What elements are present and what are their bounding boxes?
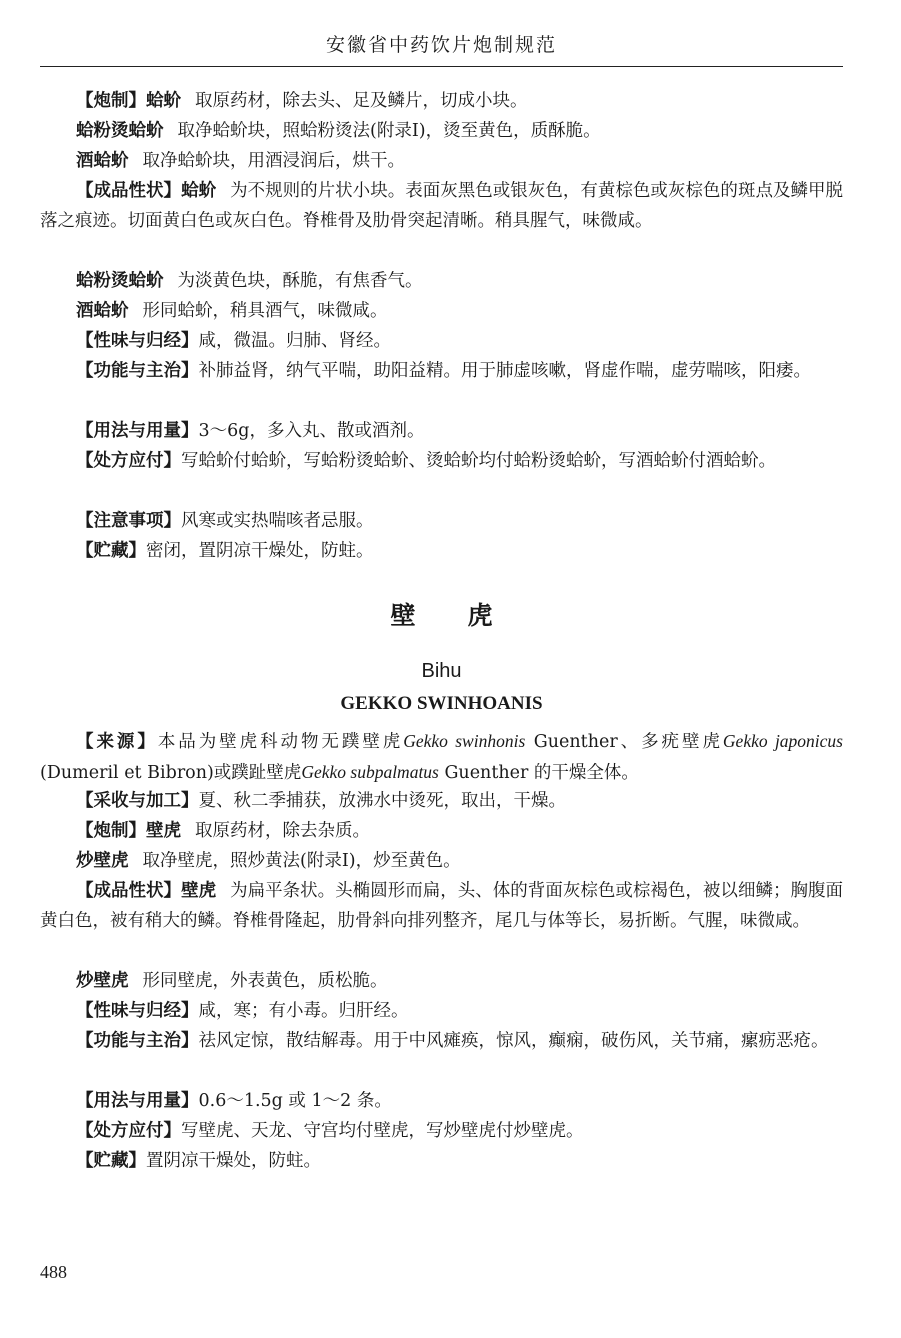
section-label: 【性味与归经】 — [76, 331, 199, 351]
header-rule — [40, 66, 843, 67]
section-label: 蛤粉烫蛤蚧 — [76, 271, 164, 291]
paragraph — [40, 296, 843, 326]
paragraph — [40, 1026, 843, 1056]
paragraph-text: 3～6g，多入丸、散或酒剂。 — [198, 421, 425, 441]
paragraph — [40, 876, 843, 936]
paragraph-text: 形同蛤蚧，稍具酒气，味微咸。 — [142, 301, 388, 321]
section-label: 【采收与加工】 — [76, 791, 199, 811]
paragraph-text: 密闭，置阴凉干燥处，防蛀。 — [146, 541, 374, 561]
paragraph — [40, 1086, 843, 1116]
paragraph-text: 形同壁虎，外表黄色，质松脆。 — [142, 971, 388, 991]
paragraph — [40, 996, 843, 1026]
section-label: 炒壁虎 — [76, 971, 129, 991]
paragraph-text: 咸，微温。归肺、肾经。 — [198, 331, 391, 351]
section-label: 【炮制】蛤蚧 — [76, 91, 181, 111]
section-label: 【炮制】壁虎 — [76, 821, 181, 841]
paragraph-text: 取净蛤蚧块，用酒浸润后，烘干。 — [142, 151, 405, 171]
paragraph-text: (Dumeril et Bibron)或蹼趾壁虎 — [40, 763, 302, 783]
section-label: 【用法与用量】 — [76, 421, 199, 441]
paragraph — [40, 446, 843, 476]
species-name: Gekko japonicus — [722, 731, 843, 751]
paragraph-text: 夏、秋二季捕获，放沸水中烫死，取出，干燥。 — [198, 791, 566, 811]
paragraph-text: 写蛤蚧付蛤蚧，写蛤粉烫蛤蚧、烫蛤蚧均付蛤粉烫蛤蚧，写酒蛤蚧付酒蛤蚧。 — [181, 451, 776, 471]
paragraph — [40, 116, 843, 146]
paragraph-text: 取净壁虎，照炒黄法(附录Ⅰ)，炒至黄色。 — [142, 851, 461, 871]
running-header: 安徽省中药饮片炮制规范 — [325, 34, 557, 56]
paragraph — [40, 86, 843, 116]
paragraph-text: 取原药材，除去头、足及鳞片，切成小块。 — [195, 91, 528, 111]
section-label: 【性味与归经】 — [76, 1001, 199, 1021]
entry-latin-name: GEKKO SWINHOANIS — [340, 693, 543, 714]
section-label: 酒蛤蚧 — [76, 151, 129, 171]
section-label: 【注意事项】 — [76, 511, 181, 531]
section-label: 【处方应付】 — [76, 451, 181, 471]
paragraph — [40, 846, 843, 876]
section-label: 【用法与用量】 — [76, 1091, 199, 1111]
entry-pinyin: Bihu — [421, 660, 462, 682]
paragraph-text: 为不规则的片状小块。表面灰黑色或银灰色，有黄棕色或灰棕色的斑点及鳞甲脱落之痕迹。切面黄白色或灰白色。脊椎骨及肋骨突起清晰。稍具腥气，味微咸。 — [40, 181, 843, 231]
section-label: 【功能与主治】 — [76, 1031, 199, 1051]
paragraph-text: 补肺益肾，纳气平喘，助阳益精。用于肺虚咳嗽，肾虚作喘，虚劳喘咳，阳痿。 — [198, 361, 811, 381]
paragraph — [40, 1116, 843, 1146]
section-label: 【处方应付】 — [76, 1121, 181, 1141]
paragraph-text: 取原药材，除去杂质。 — [195, 821, 370, 841]
paragraph — [40, 326, 843, 356]
paragraph — [40, 816, 843, 846]
paragraph-text: 风寒或实热喘咳者忌服。 — [181, 511, 374, 531]
paragraph-text: 为淡黄色块，酥脆，有焦香气。 — [177, 271, 423, 291]
paragraph-text: 本品为壁虎科动物无蹼壁虎 — [157, 732, 404, 752]
paragraph — [40, 266, 843, 296]
section-label: 【贮藏】 — [76, 541, 146, 561]
paragraph-text: 0.6～1.5g 或 1～2 条。 — [198, 1091, 392, 1111]
paragraph-text: 取净蛤蚧块，照蛤粉烫法(附录Ⅰ)，烫至黄色，质酥脆。 — [177, 121, 601, 141]
paragraph — [40, 506, 843, 536]
paragraph — [40, 1146, 843, 1176]
section-label: 酒蛤蚧 — [76, 301, 129, 321]
paragraph — [40, 786, 843, 816]
paragraph — [40, 356, 843, 386]
paragraph — [40, 146, 843, 176]
paragraph — [40, 966, 843, 996]
section-label: 【成品性状】壁虎 — [76, 881, 217, 901]
paragraph-text: 祛风定惊，散结解毒。用于中风瘫痪，惊风，癫痫，破伤风，关节痛，瘰疬恶疮。 — [198, 1031, 829, 1051]
paragraph-text: 为扁平条状。头椭圆形而扁，头、体的背面灰棕色或棕褐色，被以细鳞；胸腹面黄白色，被有稍大的鳞。脊椎骨隆起，肋骨斜向排列整齐，尾几与体等长，易折断。气腥，味微咸。 — [40, 881, 843, 931]
paragraph-text: Guenther 的干燥全体。 — [444, 763, 639, 783]
paragraph — [40, 176, 843, 236]
paragraph-text: 写壁虎、天龙、守宫均付壁虎，写炒壁虎付炒壁虎。 — [181, 1121, 584, 1141]
section-label: 【功能与主治】 — [76, 361, 199, 381]
species-name: Gekko swinhonis — [403, 731, 526, 751]
section-label: 【成品性状】蛤蚧 — [76, 181, 217, 201]
section-label: 【贮藏】 — [76, 1151, 146, 1171]
section-label: 炒壁虎 — [76, 851, 129, 871]
section-label: 【来源】 — [76, 732, 158, 752]
paragraph-text: 咸，寒；有小毒。归肝经。 — [198, 1001, 409, 1021]
paragraph-text: 置阴凉干燥处，防蛀。 — [146, 1151, 321, 1171]
section-label: 蛤粉烫蛤蚧 — [76, 121, 164, 141]
species-name: Gekko subpalmatus — [301, 762, 439, 782]
paragraph — [40, 726, 843, 788]
paragraph — [40, 536, 843, 566]
paragraph — [40, 416, 843, 446]
page-number: 488 — [40, 1262, 67, 1282]
entry-title: 壁虎 — [390, 601, 545, 630]
paragraph-text: Guenther、多疣壁虎 — [533, 732, 723, 752]
